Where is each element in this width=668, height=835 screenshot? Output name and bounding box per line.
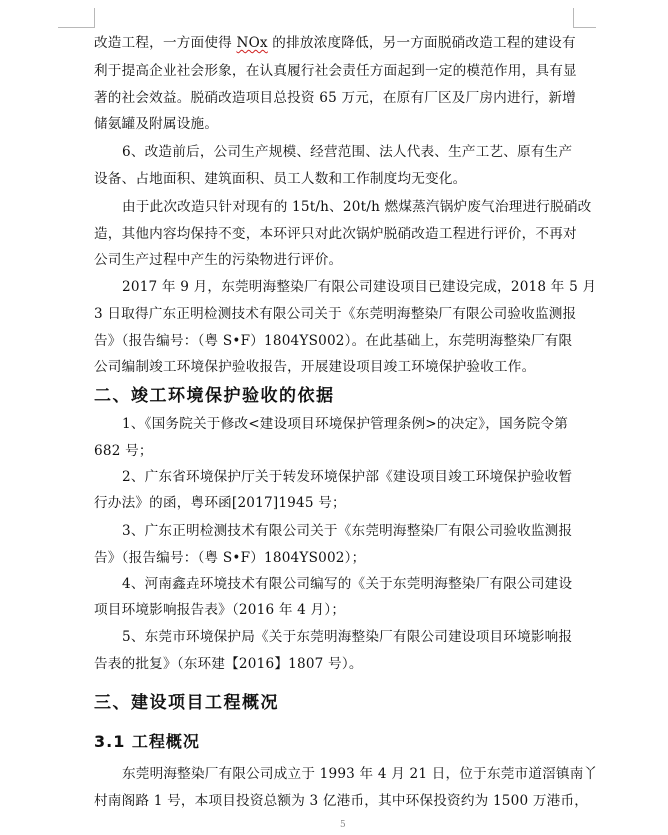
text-line: 告》（报告编号：（粤 S•F）1804YS002）。在此基础上，东莞明海整染厂有限: [94, 333, 573, 349]
text-line: 3 日取得广东正明检测技术有限公司关于《东莞明海整染厂有限公司验收监测报: [94, 306, 577, 322]
list-item-line: 行办法》的函，粤环函[2017]1945 号；: [94, 495, 346, 511]
text-line: 利于提高企业社会形象，在认真履行社会责任方面起到一定的模范作用，具有显: [94, 63, 577, 79]
text-line: 改造工程，一方面使得 NOx 的排放浓度降低，另一方面脱硝改造工程的建设有: [94, 35, 576, 51]
list-item-line: 4、河南鑫垚环境技术有限公司编写的《关于东莞明海整染厂有限公司建设: [122, 576, 573, 592]
text-line: 2017 年 9 月，东莞明海整染厂有限公司建设项目已建设完成，2018 年 5 月: [122, 279, 597, 295]
list-item-line: 682 号；: [94, 443, 153, 459]
spellcheck-flagged-word[interactable]: NOx: [236, 35, 268, 51]
text-line: 造，其他内容均保持不变，本环评只对此次锅炉脱硝改造工程进行评价，不再对: [94, 226, 577, 242]
section-heading: 二、竣工环境保护验收的依据: [94, 386, 335, 406]
text-line: 储氨罐及附属设施。: [94, 116, 219, 132]
list-item-line: 2、广东省环境保护厅关于转发环境保护部《建设项目竣工环境保护验收暂: [122, 469, 573, 485]
text-line: 6、改造前后，公司生产规模、经营范围、法人代表、生产工艺、原有生产: [122, 144, 573, 160]
list-item-line: 3、广东正明检测技术有限公司关于《东莞明海整染厂有限公司验收监测报: [122, 523, 573, 539]
list-item-line: 告表的批复》（东环建【2016】1807 号）。: [94, 656, 363, 672]
list-item-line: 1、《国务院关于修改<建设项目环境保护管理条例>的决定》，国务院令第: [122, 416, 569, 432]
text-line: 设备、占地面积、建筑面积、员工人数和工作制度均无变化。: [94, 171, 467, 187]
page-number: 5: [340, 820, 346, 830]
margin-corner-mark-top-left: [58, 8, 95, 28]
section-heading: 三、建设项目工程概况: [94, 693, 279, 713]
margin-corner-mark-top-right: [573, 8, 596, 28]
text-line: 著的社会效益。脱硝改造项目总投资 65 万元，在原有厂区及厂房内进行，新增: [94, 90, 576, 106]
list-item-line: 告》（报告编号：（粤 S•F）1804YS002）；: [94, 550, 366, 566]
text-line: 公司生产过程中产生的污染物进行评价。: [94, 252, 343, 268]
list-item-line: 5、东莞市环境保护局《关于东莞明海整染厂有限公司建设项目环境影响报: [122, 629, 573, 645]
text-line: 由于此次改造只针对现有的 15t/h、20t/h 燃煤蒸汽锅炉废气治理进行脱硝改: [122, 199, 592, 215]
text-line: 村南阁路 1 号，本项目投资总额为 3 亿港币，其中环保投资约为 1500 万港币，: [94, 793, 589, 809]
subsection-heading: 3.1 工程概况: [94, 732, 200, 751]
text-line: 公司编制竣工环境保护验收报告，开展建设项目竣工环境保护验收工作。: [94, 359, 536, 375]
list-item-line: 项目环境影响报告表》（2016 年 4 月）；: [94, 602, 346, 618]
text-line: 东莞明海整染厂有限公司成立于 1993 年 4 月 21 日，位于东莞市道滘镇南丫: [122, 766, 598, 782]
